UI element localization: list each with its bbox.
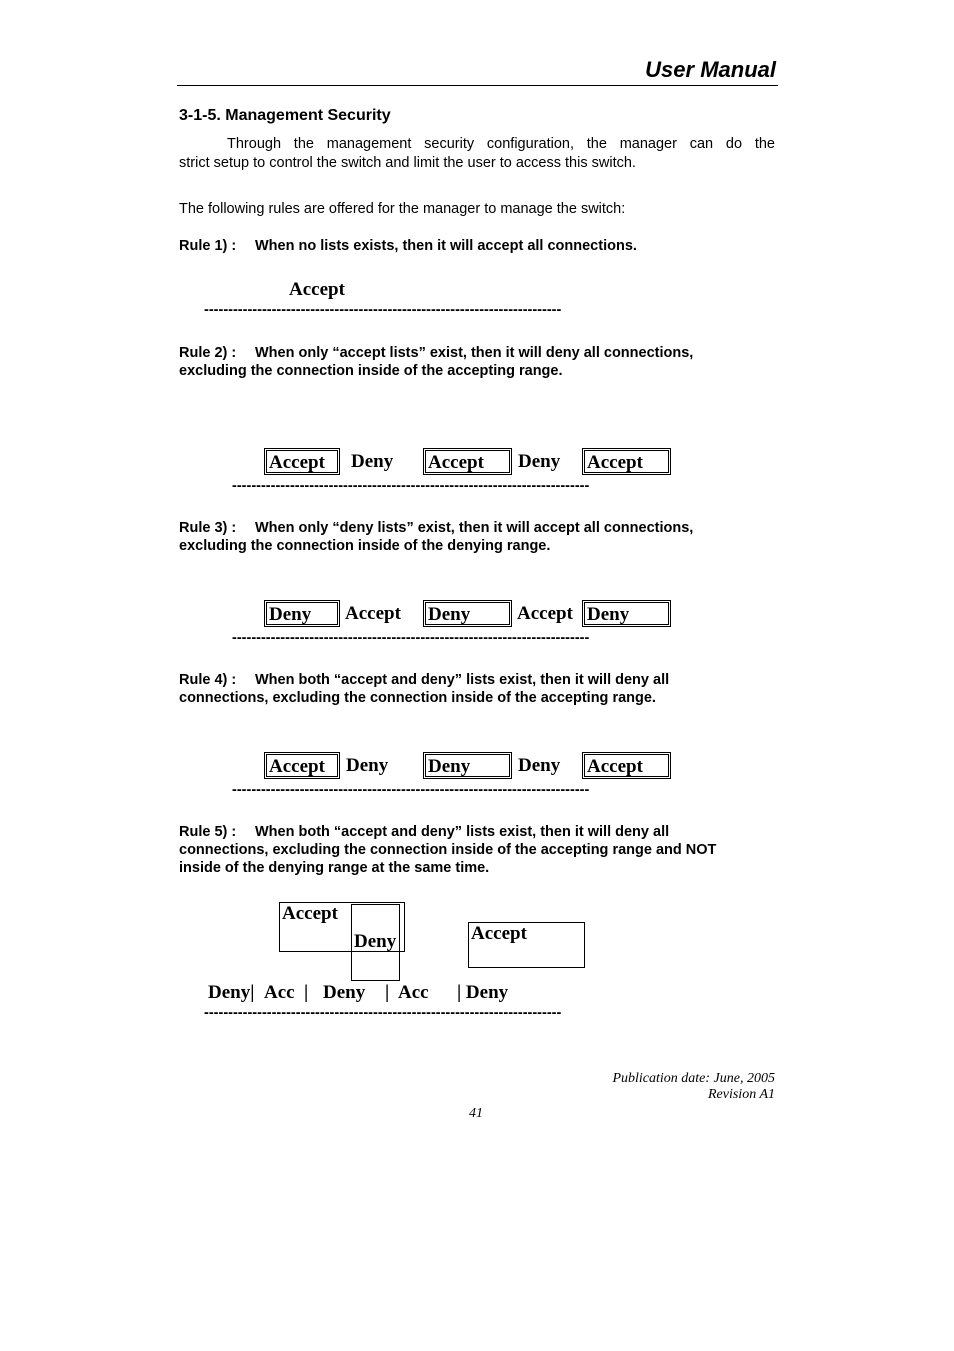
page-header-title: User Manual [645, 57, 776, 82]
d2-accept-box-1: Accept [264, 448, 340, 475]
rule-2-text-line-2: excluding the connection inside of the accepting range. [179, 363, 563, 379]
footer-revision: Revision A1 [707, 1087, 775, 1102]
rule-2 [179, 344, 779, 380]
d3-deny-box-3: Deny [582, 600, 671, 627]
d5-scale-acc-1: Acc [264, 982, 295, 1003]
rule-4-label: Rule 4) : [179, 672, 237, 688]
rule-2-text-line-1: When only “accept lists” exist, then it will deny all connections, [255, 345, 694, 361]
rule-4 [179, 671, 779, 707]
d1-dash-line: -------------------------------------------------------------------------- [204, 302, 562, 318]
rule-3-text-line-2: excluding the connection inside of the denying range. [179, 538, 551, 554]
d4-dash-line: -------------------------------------------------------------------------- [232, 782, 590, 798]
rule-5-text-line-2: connections, excluding the connection inside of the accepting range and NOT [179, 842, 717, 858]
d5-scale-deny-3: | Deny [457, 982, 509, 1003]
rule-5-text-line-3: inside of the denying range at the same time. [179, 860, 490, 876]
d5-scale-deny-1: Deny| [208, 982, 255, 1003]
rule-3 [179, 519, 779, 555]
d5-scale-separator-1: | [304, 982, 309, 1003]
d3-dash-line: -------------------------------------------------------------------------- [232, 630, 590, 646]
rule-2-label: Rule 2) : [179, 345, 237, 361]
rule-3-label: Rule 3) : [179, 520, 237, 536]
d5-accept-range-1: Accept [279, 902, 405, 952]
d4-deny-box-2: Deny [423, 752, 512, 779]
intro-line-2: strict setup to control the switch and limit the user to access this switch. [179, 155, 636, 171]
d5-dash-line: -------------------------------------------------------------------------- [204, 1005, 562, 1021]
d4-accept-box-3: Accept [582, 752, 671, 779]
rule-4-text-line-2: connections, excluding the connection inside of the accepting range. [179, 690, 656, 706]
intro-line-1: Through the management security configuration, the manager can do the [227, 136, 775, 152]
rule-3-text-line-1: When only “deny lists” exist, then it will accept all connections, [255, 520, 694, 536]
rule-1 [179, 237, 779, 255]
rule-1-label: Rule 1) : [179, 238, 237, 254]
d4-deny-gap-1: Deny [346, 755, 389, 776]
section-title: 3-1-5. Management Security [179, 107, 391, 124]
page-number: 41 [469, 1106, 483, 1121]
d4-deny-gap-2: Deny [518, 755, 561, 776]
d5-scale-separator-2: | [385, 982, 390, 1003]
d5-accept-range-2: Accept [468, 922, 585, 968]
header-divider [177, 85, 778, 86]
rule-5-text-line-1: When both “accept and deny” lists exist, then it will deny all [255, 824, 670, 840]
d2-deny-gap-1: Deny [351, 451, 394, 472]
rule-5-label: Rule 5) : [179, 824, 237, 840]
d5-deny-range: Deny [351, 904, 400, 981]
d3-accept-gap-2: Accept [517, 603, 573, 624]
footer-publication-date: Publication date: June, 2005 [612, 1071, 775, 1086]
rules-intro: The following rules are offered for the manager to manage the switch: [179, 201, 626, 217]
d2-accept-box-2: Accept [423, 448, 512, 475]
d1-accept-label: Accept [289, 279, 345, 300]
d2-deny-gap-2: Deny [518, 451, 561, 472]
d2-dash-line: -------------------------------------------------------------------------- [232, 478, 590, 494]
d3-deny-box-2: Deny [423, 600, 512, 627]
rule-1-text: When no lists exists, then it will accept all connections. [255, 238, 637, 254]
d3-accept-gap-1: Accept [345, 603, 401, 624]
d5-scale-deny-2: Deny [323, 982, 366, 1003]
rule-5 [179, 823, 779, 877]
rule-4-text-line-1: When both “accept and deny” lists exist, then it will deny all [255, 672, 670, 688]
d2-accept-box-3: Accept [582, 448, 671, 475]
d5-scale-acc-2: Acc [398, 982, 429, 1003]
d3-deny-box-1: Deny [264, 600, 340, 627]
d4-accept-box-1: Accept [264, 752, 340, 779]
